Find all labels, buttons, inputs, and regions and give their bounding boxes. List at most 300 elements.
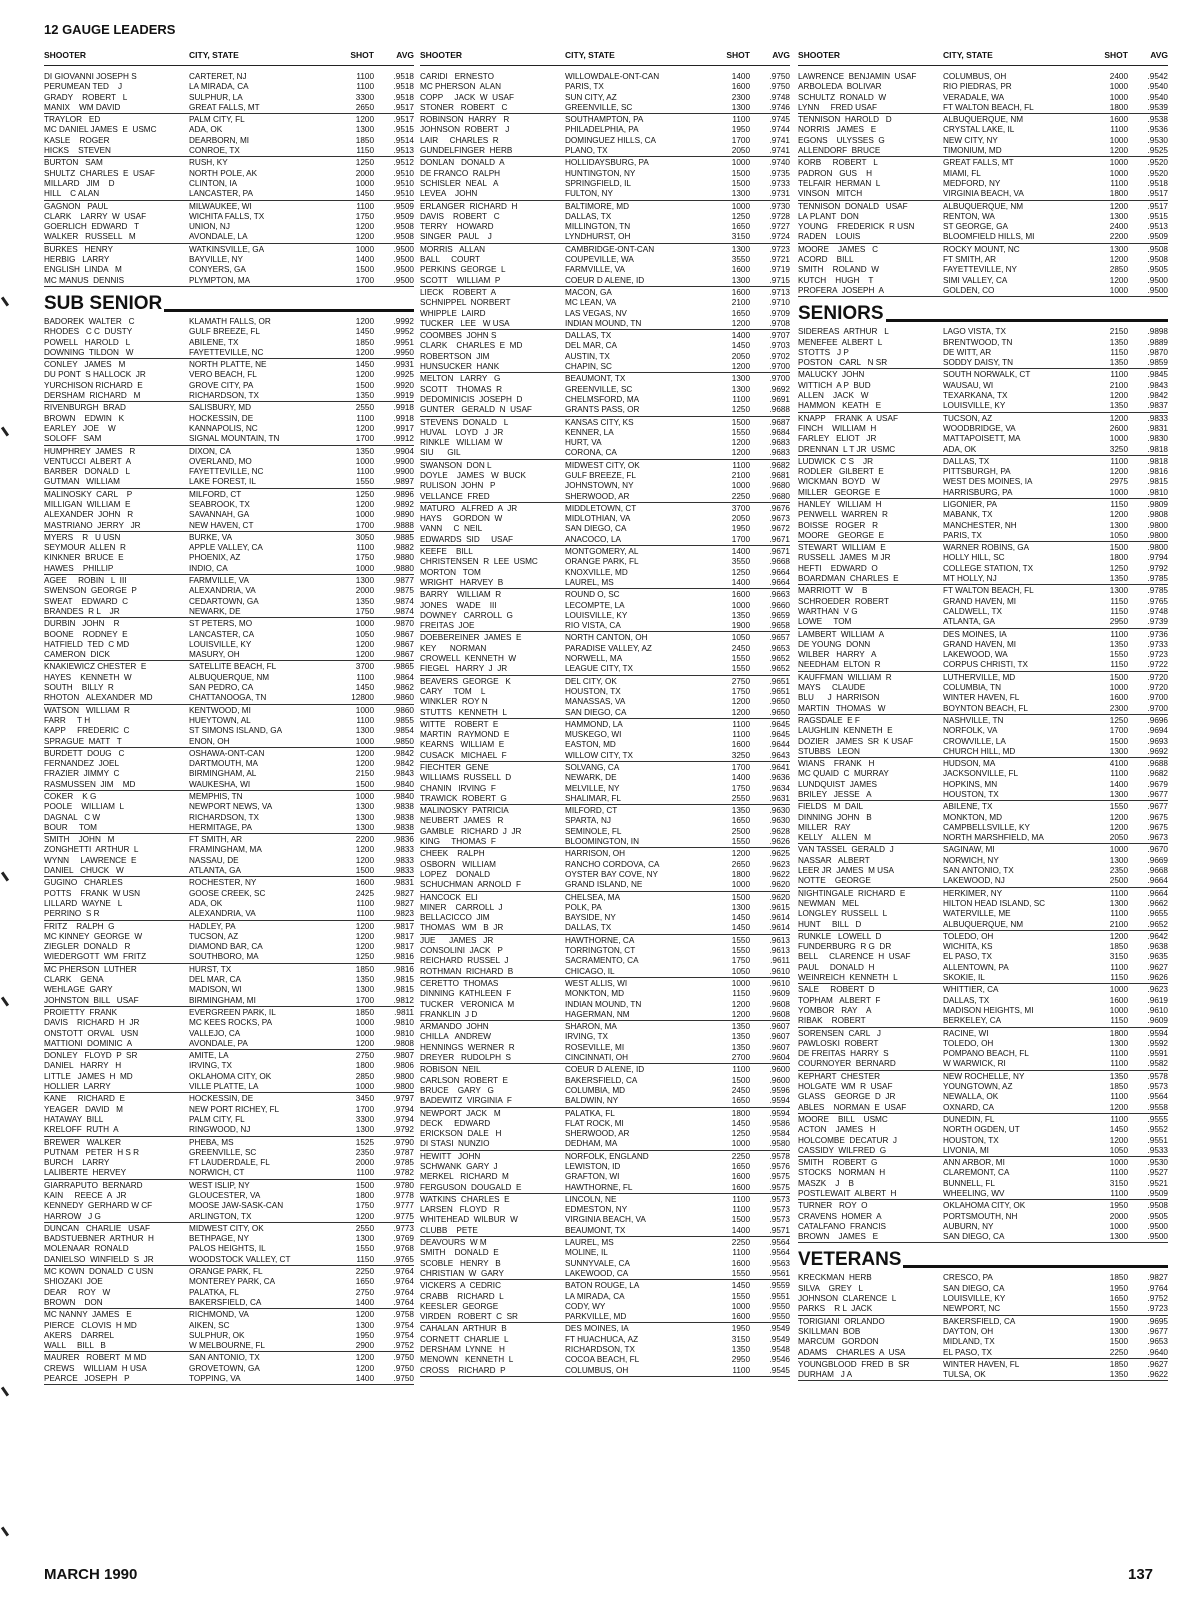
average: .9509 — [1147, 232, 1168, 242]
city-state: SULPHUR, OK — [189, 1330, 245, 1340]
shot-count: 1350 — [731, 610, 750, 620]
row-group — [44, 317, 414, 359]
shot-count: 1300 — [1109, 586, 1128, 596]
shooter-name: SCHWANK GARY J — [420, 1161, 498, 1171]
city-state: DEL MAR, CA — [189, 975, 242, 985]
row-group — [798, 72, 1168, 114]
row-group — [420, 633, 790, 675]
shot-count: 12800 — [351, 693, 374, 703]
table-row — [44, 370, 414, 380]
average: .9650 — [769, 707, 790, 717]
shooter-name: CHEEK RALPH — [420, 849, 485, 859]
table-row — [44, 1201, 414, 1211]
average: .9620 — [769, 880, 790, 890]
city-state: SHARON, MA — [565, 1022, 617, 1032]
shooter-name: DE YOUNG DONN — [798, 639, 871, 649]
table-row — [44, 360, 414, 370]
city-state: HAWTHORNE, FL — [565, 1182, 633, 1192]
average: .9600 — [769, 1065, 790, 1075]
average: .9691 — [769, 394, 790, 404]
table-row — [420, 923, 790, 933]
shooter-name: FIELDS M DAIL — [798, 802, 864, 812]
average: .9865 — [393, 662, 414, 672]
binding-mark — [1, 997, 9, 1007]
table-row — [44, 255, 414, 265]
row-group — [44, 706, 414, 748]
shot-count: 1750 — [731, 686, 750, 696]
shooter-name: BELL CLARENCE H USAF — [798, 952, 911, 962]
shot-count: 1100 — [356, 909, 374, 919]
shot-count: 1350 — [1109, 337, 1128, 347]
city-state: SUN CITY, AZ — [565, 92, 617, 102]
shot-count: 1650 — [731, 222, 750, 232]
city-state: PARIS, TX — [943, 530, 982, 540]
average: .9607 — [769, 1022, 790, 1032]
city-state: MT HOLLY, NJ — [943, 574, 997, 584]
table-row — [420, 265, 790, 275]
city-state: GOLDEN, CO — [943, 285, 995, 295]
shot-count: 1500 — [1109, 736, 1128, 746]
table-row — [798, 327, 1168, 337]
average: .9677 — [1147, 1326, 1168, 1336]
average: .9842 — [393, 748, 414, 758]
average: .9576 — [769, 1161, 790, 1171]
shot-count: 1800 — [1109, 102, 1128, 112]
city-state: SACRAMENTO, CA — [565, 956, 639, 966]
table-row — [44, 1105, 414, 1115]
shot-count: 1000 — [355, 510, 374, 520]
shot-count: 2000 — [355, 168, 374, 178]
average: .9693 — [1147, 736, 1168, 746]
average: .9919 — [393, 391, 414, 401]
table-row — [798, 370, 1168, 380]
table-row — [420, 913, 790, 923]
row-group — [798, 1317, 1168, 1359]
column-3 — [798, 48, 1168, 1382]
average: .9809 — [1147, 499, 1168, 509]
city-state: SPARTA, NJ — [565, 816, 611, 826]
average: .9918 — [393, 403, 414, 413]
shooter-name: FIEGEL HARRY J JR — [420, 664, 508, 674]
city-state: SUNNYVALE, CA — [565, 1258, 630, 1268]
city-state: BAKERSFIELD, CA — [943, 1316, 1016, 1326]
shooter-name: GLASS GEORGE D JR — [798, 1092, 896, 1102]
shot-count: 3550 — [731, 557, 750, 567]
shooter-name: MATTIONI DOMINIC A — [44, 1038, 133, 1048]
table-row — [44, 434, 414, 444]
shot-count: 1850 — [1109, 942, 1128, 952]
city-state: GRAND ISLAND, NE — [565, 880, 643, 890]
shot-count: 1100 — [1110, 909, 1128, 919]
table-row — [798, 1370, 1168, 1380]
shooter-name: EGONS ULYSSES G — [798, 135, 885, 145]
average: .9816 — [393, 964, 414, 974]
row-group — [44, 1051, 414, 1093]
shooter-name: SOUTH BILLY R — [44, 683, 114, 693]
city-state: SIMI VALLEY, CA — [943, 275, 1008, 285]
city-state: ANACOCO, LA — [565, 534, 621, 544]
shot-count: 1200 — [355, 347, 374, 357]
table-row — [44, 607, 414, 617]
table-row — [420, 687, 790, 697]
table-row — [420, 374, 790, 384]
table-row — [798, 650, 1168, 660]
average: .9890 — [393, 510, 414, 520]
average: .9744 — [769, 125, 790, 135]
average: .9731 — [769, 189, 790, 199]
shot-count: 2200 — [1109, 232, 1128, 242]
shooter-name: WYNN LAWRENCE E — [44, 855, 137, 865]
city-state: SAN DIEGO, CA — [943, 1232, 1005, 1242]
table-row — [798, 510, 1168, 520]
table-row — [798, 769, 1168, 779]
average: .9515 — [1147, 211, 1168, 221]
shot-count: 1150 — [1110, 499, 1128, 509]
average: .9777 — [393, 1201, 414, 1211]
shot-count: 1100 — [1110, 125, 1128, 135]
table-row — [798, 586, 1168, 596]
shot-count: 1300 — [1109, 746, 1128, 756]
average: .9752 — [1147, 1294, 1168, 1304]
shot-count: 1000 — [731, 158, 750, 168]
table-row — [798, 1049, 1168, 1059]
shot-count: 1250 — [355, 952, 374, 962]
shot-count: 1300 — [355, 726, 374, 736]
shooter-name: FIECHTER GENE — [420, 763, 489, 772]
average: .9500 — [1147, 1221, 1168, 1231]
city-state: COEUR D ALENE, ID — [565, 275, 645, 285]
shot-count: 1050 — [355, 629, 374, 639]
average: .9620 — [769, 892, 790, 902]
shooter-name: DERSHAM LYNNE H — [420, 1345, 505, 1355]
average: .9518 — [393, 92, 414, 102]
table-row — [798, 856, 1168, 866]
shot-count: 1000 — [731, 481, 750, 491]
city-state: HOLLIDAYSBURG, PA — [565, 158, 649, 168]
city-state: ROSEVILLE, MI — [565, 1042, 625, 1052]
shot-count: 1750 — [355, 1201, 374, 1211]
table-row — [420, 1292, 790, 1302]
city-state: RICHARDSON, TX — [189, 391, 259, 401]
shooter-name: SILVA GREY L — [798, 1283, 864, 1293]
shot-count: 1950 — [1109, 1283, 1128, 1293]
table-row — [798, 1158, 1168, 1168]
city-state: MASURY, OH — [189, 650, 240, 660]
city-state: AIKEN, SC — [189, 1320, 230, 1330]
average: .9831 — [1147, 423, 1168, 433]
shot-count: 2100 — [731, 298, 750, 308]
average: .9877 — [393, 576, 414, 586]
average: .9584 — [769, 1129, 790, 1139]
shooter-name: DREYER RUDOLPH S — [420, 1053, 511, 1063]
shooter-name: SIDEREAS ARTHUR L — [798, 327, 889, 337]
table-row — [798, 1212, 1168, 1222]
shot-count: 1200 — [355, 942, 374, 952]
table-row — [420, 1195, 790, 1205]
city-state: PARKVILLE, MD — [565, 1312, 627, 1322]
table-row — [44, 1234, 414, 1244]
shooter-name: SINGER PAUL J — [420, 232, 492, 242]
city-state: JACKSONVILLE, FL — [943, 769, 1019, 779]
average: .9860 — [393, 693, 414, 703]
average: .9722 — [1147, 660, 1168, 670]
table-row — [798, 673, 1168, 683]
shooter-name: VIRDEN ROBERT C SR — [420, 1312, 518, 1322]
average: .9811 — [394, 1007, 414, 1017]
shot-count: 1250 — [731, 211, 750, 221]
city-state: WATKINSVILLE, GA — [189, 244, 265, 254]
shooter-name: DOZIER JAMES SR K USAF — [798, 736, 914, 746]
shot-count: 2250 — [1109, 1347, 1128, 1357]
average: .9509 — [393, 211, 414, 221]
average: .9785 — [1147, 574, 1168, 584]
table-row — [44, 1181, 414, 1191]
table-row — [798, 401, 1168, 411]
row-group — [420, 202, 790, 244]
table-row — [420, 1129, 790, 1139]
table-row — [44, 706, 414, 716]
table-row — [420, 547, 790, 557]
shooter-name: LAUGHLIN KENNETH E — [798, 726, 893, 736]
shooter-name: TRAYLOR ED — [44, 115, 101, 125]
shot-count: 2050 — [731, 146, 750, 156]
average: .9644 — [769, 740, 790, 750]
table-row — [798, 1125, 1168, 1135]
shot-count: 1800 — [731, 869, 750, 879]
shooter-name: SWEAT EDWARD C — [44, 596, 129, 606]
table-row — [420, 763, 790, 773]
city-state: CONROE, TX — [189, 146, 240, 156]
city-state: RIO VISTA, CA — [565, 621, 621, 631]
table-row — [44, 457, 414, 467]
city-state: DOMINGUEZ HILLS, CA — [565, 135, 656, 145]
shot-count: 1100 — [356, 543, 374, 553]
table-row — [44, 749, 414, 759]
shot-count: 1400 — [731, 577, 750, 587]
table-row — [420, 967, 790, 977]
shooter-name: DRENNAN L T JR USMC — [798, 444, 896, 454]
row-group — [798, 1115, 1168, 1157]
shooter-name: DINNING KATHLEEN F — [420, 989, 512, 999]
average: .9682 — [1147, 769, 1168, 779]
city-state: GREAT FALLS, MT — [943, 158, 1014, 168]
average: .9571 — [769, 1225, 790, 1235]
shooter-name: MOORE BILL USMC — [798, 1114, 888, 1124]
table-row — [798, 477, 1168, 487]
shot-count: 1100 — [1110, 456, 1128, 466]
shooter-name: LYNN FRED USAF — [798, 102, 878, 112]
table-row — [420, 1043, 790, 1053]
header-avg: AVG — [396, 50, 414, 60]
shot-count: 1500 — [731, 178, 750, 188]
average: .9874 — [393, 596, 414, 606]
table-row — [420, 535, 790, 545]
average: .9837 — [1147, 401, 1168, 411]
table-row — [798, 845, 1168, 855]
row-group — [420, 1152, 790, 1194]
shooter-name: SHULTZ CHARLES E USAF — [44, 168, 155, 178]
city-state: FT HUACHUCA, AZ — [565, 1334, 639, 1344]
shot-count: 1100 — [356, 82, 374, 92]
shot-count: 1300 — [731, 244, 750, 254]
table-row — [798, 973, 1168, 983]
shooter-name: BURKES HENRY — [44, 244, 114, 254]
shot-count: 1300 — [1109, 855, 1128, 865]
table-row — [44, 673, 414, 683]
shooter-name: FRANKLIN J D — [420, 1009, 478, 1019]
shooter-name: BROWN JAMES E — [798, 1232, 879, 1242]
city-state: CALDWELL, TX — [943, 606, 1002, 616]
shooter-name: DUNCAN CHARLIE USAF — [44, 1223, 150, 1233]
shooter-name: LITTLE JAMES H MD — [44, 1071, 133, 1081]
row-group — [420, 590, 790, 632]
shooter-name: SMITH DONALD E — [420, 1248, 499, 1258]
shooter-name: FERNANDEZ JOEL — [44, 759, 120, 769]
shooter-name: CRAVENS HOMER A — [798, 1211, 882, 1221]
city-state: VIRGINIA BEACH, VA — [565, 1215, 646, 1225]
average: .9525 — [1147, 146, 1168, 156]
city-state: ALBUQUERQUE, NM — [943, 201, 1024, 211]
city-state: OKLAHOMA CITY, OK — [189, 1071, 272, 1081]
table-row — [798, 457, 1168, 467]
table-row — [798, 1201, 1168, 1211]
city-state: LAKEWOOD, NJ — [943, 876, 1005, 886]
average: .9545 — [769, 1365, 790, 1375]
shot-count: 1350 — [1109, 574, 1128, 584]
city-state: HAWTHORNE, CA — [565, 935, 635, 945]
city-state: ANN ARBOR, MI — [943, 1158, 1005, 1168]
average: .9823 — [393, 909, 414, 919]
city-state: LEWISTON, ID — [565, 1161, 621, 1171]
shooter-name: SCOTT WILLIAM P — [420, 275, 501, 285]
shot-count: 2850 — [1109, 265, 1128, 275]
shooter-name: DURHAM J A — [798, 1370, 853, 1380]
row-group — [420, 1324, 790, 1376]
shooter-name: SCOBLE HENRY B — [420, 1258, 501, 1268]
average: .9607 — [769, 1032, 790, 1042]
average: .9550 — [769, 1301, 790, 1311]
average: .9625 — [769, 849, 790, 859]
table-row — [420, 816, 790, 826]
shot-count: 3550 — [731, 255, 750, 265]
table-row — [44, 1094, 414, 1104]
table-row — [420, 1355, 790, 1365]
table-row — [798, 920, 1168, 930]
average: .9692 — [769, 384, 790, 394]
shooter-name: MILLER RAY — [798, 822, 851, 832]
shot-count: 1950 — [1109, 1201, 1128, 1211]
shooter-name: KEARNS WILLIAM E — [420, 740, 505, 750]
shooter-name: NEWPORT JACK M — [420, 1108, 501, 1118]
shot-count: 2550 — [355, 1223, 374, 1233]
shooter-name: RULISON JOHN P — [420, 481, 496, 491]
average: .9517 — [393, 102, 414, 112]
shooter-name: MORTON TOM — [420, 567, 481, 577]
row-group — [798, 802, 1168, 844]
average: .9775 — [393, 1211, 414, 1221]
shooter-name: HAMMON KEATH E — [798, 401, 882, 411]
shooter-name: ONSTOTT ORVAL USN — [44, 1028, 139, 1038]
shooter-name: WIEDERGOTT WM FRITZ — [44, 952, 147, 962]
average: .9645 — [769, 730, 790, 740]
shooter-name: CARY TOM L — [420, 686, 486, 696]
city-state: PHOENIX, AZ — [189, 553, 241, 563]
shot-count: 1200 — [355, 1363, 374, 1373]
table-row — [44, 576, 414, 586]
row-group — [420, 1281, 790, 1323]
table-row — [798, 358, 1168, 368]
table-row — [798, 115, 1168, 125]
header-city: CITY, STATE — [565, 50, 615, 60]
shooter-name: SMITH ROLAND W — [798, 265, 879, 275]
row-group — [798, 845, 1168, 887]
shooter-name: WITTE ROBERT E — [420, 719, 499, 729]
average: .9671 — [769, 547, 790, 557]
average: .9818 — [1147, 444, 1168, 454]
average: .9677 — [1147, 790, 1168, 799]
average: .9551 — [769, 1291, 790, 1301]
table-row — [420, 1076, 790, 1086]
table-row — [420, 1032, 790, 1042]
table-row — [44, 1125, 414, 1135]
shot-count: 1600 — [731, 82, 750, 92]
average: .9509 — [1147, 1188, 1168, 1198]
shooter-name: ERLANGER RICHARD H — [420, 201, 518, 211]
shooter-name: LONGLEY RUSSELL L — [798, 909, 888, 919]
city-state: TULSA, OK — [943, 1370, 986, 1380]
shooter-name: SHIOZAKI JOE — [44, 1277, 103, 1287]
shooter-name: PADRON GUS H — [798, 168, 872, 178]
table-row — [798, 704, 1168, 714]
shooter-name: MALINOSKY CARL P — [44, 489, 133, 499]
city-state: ROUND O, SC — [565, 590, 620, 600]
city-state: BATON ROUGE, LA — [565, 1281, 640, 1291]
shot-count: 1050 — [1109, 530, 1128, 540]
row-group — [420, 806, 790, 848]
shooter-name: MOORE JAMES C — [798, 244, 879, 254]
average: .9700 — [769, 374, 790, 384]
header-shooter: SHOOTER — [420, 50, 463, 60]
shooter-name: DOEBEREINER JAMES E — [420, 633, 522, 643]
shot-count: 1350 — [355, 391, 374, 401]
average: .9500 — [1147, 1232, 1168, 1242]
average: .9517 — [1147, 201, 1168, 211]
row-group — [798, 759, 1168, 801]
table-row — [44, 1331, 414, 1341]
city-state: SAN ANTONIO, TX — [943, 866, 1014, 876]
table-row — [44, 533, 414, 543]
city-state: LOUISVILLE, KY — [189, 639, 252, 649]
shooter-name: DONLAN DONALD A — [420, 158, 505, 168]
shot-count: 1100 — [732, 719, 750, 729]
shot-count: 1200 — [355, 759, 374, 769]
table-row — [420, 319, 790, 329]
table-row — [420, 504, 790, 514]
average: .9658 — [769, 621, 790, 631]
shot-count: 1100 — [732, 730, 750, 740]
table-row — [420, 146, 790, 156]
table-row — [798, 414, 1168, 424]
shot-count: 1200 — [1109, 1135, 1128, 1145]
table-row — [420, 395, 790, 405]
city-state: EL PASO, TX — [943, 1347, 992, 1357]
table-row — [798, 1059, 1168, 1069]
shooter-name: CHRISTENSEN R LEE USMC — [420, 557, 538, 567]
table-row — [420, 524, 790, 534]
city-state: WILLOWDALE-ONT-CAN — [565, 72, 660, 81]
shooter-name: SCHISLER NEAL A — [420, 178, 499, 188]
city-state: HAGERMAN, NM — [565, 1009, 630, 1019]
